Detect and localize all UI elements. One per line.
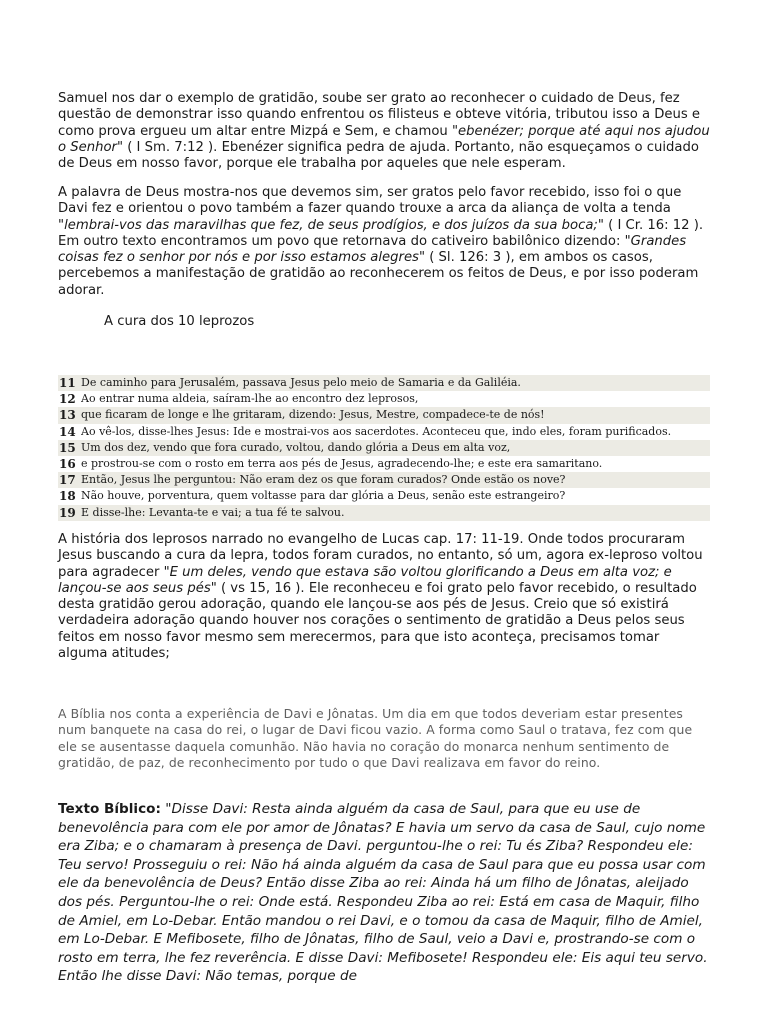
verse-number: 12	[59, 392, 76, 407]
verse-row	[58, 424, 710, 440]
biblical-text-label: Texto Bíblico:	[58, 801, 161, 817]
paragraph-text: " ( I Sm. 7:12 ). Ebenézer significa pedra de ajuda. Portanto, não esqueçamos o cuidado de Deus em nosso favor, porque ele trabalha por aqueles que nele esperam.	[58, 139, 699, 172]
verse-row	[58, 505, 710, 521]
verse-number: 15	[59, 440, 76, 455]
section-subtitle: A cura dos 10 leprozos	[104, 314, 255, 329]
verse-text: Ao vê-los, disse-lhes Jesus: Ide e mostrai-vos aos sacerdotes. Aconteceu que, indo eles, foram purificados.	[81, 424, 672, 438]
paragraph-text: Samuel nos dar o exemplo de gratidão, soube ser grato ao reconhecer o cuidado de Deus, fez questão de demonstrar isso quando enfrentou os filisteus e obteve vitória, tributou isso a Deus e como prova ergueu um altar entre Mizpá e Sem, e chamou "	[58, 91, 701, 139]
verse-number: 18	[59, 489, 76, 504]
paragraph-text: " ( vs 15, 16 ). Ele reconheceu e foi grato pelo favor recebido, o resultado desta gratidão gerou adoração, quando ele lançou-se aos pés de Jesus. Creio que só existirá verdadeira adoração quando houver nos corações o sentimento de gratidão a Deus pelos seus feitos em nosso favor mesmo sem merecermos, para que isto aconteça, precisamos tomar alguma atitudes;	[58, 580, 697, 662]
verse-text: Então, Jesus lhe perguntou: Não eram dez os que foram curados? Onde estão os nove?	[81, 473, 566, 487]
verse-number: 14	[59, 424, 76, 439]
verse-text: Ao entrar numa aldeia, saíram-lhe ao encontro dez leprosos,	[81, 392, 419, 406]
verse-number: 19	[59, 505, 76, 520]
biblical-text-paragraph	[58, 800, 710, 986]
paragraph-text: A palavra de Deus mostra-nos que devemos sim, ser gratos pelo favor recebido, isso foi o que Davi fez e orientou o povo também a fazer quando trouxe a arca da aliança de volta a tenda "	[58, 185, 682, 233]
verse-row	[58, 407, 710, 423]
verse-number: 13	[59, 408, 76, 423]
verse-text: e prostrou-se com o rosto em terra aos pés de Jesus, agradecendo-lhe; e este era samaritano.	[81, 456, 603, 470]
scripture-quote: E um deles, vendo que estava são voltou glorificando a Deus em alta voz; e lançou-se aos seus pés	[58, 564, 672, 596]
verse-number: 16	[59, 456, 76, 471]
paragraph-text: A história dos leprosos narrado no evangelho de Lucas cap. 17: 11-19. Onde todos procuraram Jesus buscando a cura da lepra, todos foram curados, no entanto, só um, agora ex-leproso voltou para agradecer "	[58, 532, 703, 580]
verse-text: De caminho para Jerusalém, passava Jesus pelo meio de Samaria e da Galiléia.	[81, 376, 521, 389]
verse-text: que ficaram de longe e lhe gritaram, dizendo: Jesus, Mestre, compadece-te de nós!	[81, 408, 545, 422]
lepers-paragraph	[58, 532, 710, 662]
verse-text: E disse-lhe: Levanta-te e vai; a tua fé te salvou.	[81, 505, 345, 519]
verse-row	[58, 375, 710, 391]
verse-number: 11	[59, 376, 76, 390]
intro-paragraph-samuel	[58, 91, 710, 172]
verse-row	[58, 472, 710, 488]
intro-paragraph-davi	[58, 185, 710, 299]
verse-row	[58, 440, 710, 456]
paragraph-text: " ( I Cr. 16: 12 ). Em outro texto encontramos um povo que retornava do cativeiro babilônico dizendo: "	[58, 217, 704, 249]
scripture-quote: Grandes coisas fez o senhor por nós e por isso estamos alegres	[58, 233, 687, 266]
verse-row	[58, 391, 710, 407]
verse-row	[58, 456, 710, 472]
verse-row	[58, 488, 710, 504]
biblical-text-quote: "Disse Davi: Resta ainda alguém da casa de Saul, para que eu use de benevolência para com ele por amor de Jônatas? E havia um servo da casa de Saul, cujo nome era Ziba; e o chamaram à presença de Davi. perguntou-lhe o rei: Tu és Ziba? Respondeu ele: Teu servo! Prosseguiu o rei: Não há ainda alguém da casa de Saul para que eu possa usar com ele da benevolência de Deus? Então disse Ziba ao rei: Ainda há um filho de Jônatas, aleijado dos pés. Perguntou-lhe o rei: Onde está. Respondeu Ziba ao rei: Está em casa de Maquir, filho de Amiel, em Lo-Debar. Então mandou o rei Davi, e o tomou da casa de Maquir, filho de Amiel, em Lo-Debar. E Mefibosete, filho de Jônatas, filho de Saul, veio a Davi e, prostrando-se com o rosto em terra, lhe fez reverência. E disse Davi: Mefibosete! Respondeu ele: Eis aqui teu servo. Então lhe disse Davi: Não temas, porque de	[58, 801, 708, 985]
paragraph-text: " ( Sl. 126: 3 ), em ambos os casos, percebemos a manifestação de gratidão ao reconhecerem os feitos de Deus, e por isso poderam adorar.	[58, 250, 699, 298]
verse-text: Um dos dez, vendo que fora curado, voltou, dando glória a Deus em alta voz,	[81, 440, 511, 454]
scripture-quote: lembrai-vos das maravilhas que fez, de seus prodígios, e dos juízos da sua boca;	[64, 217, 598, 233]
verse-number: 17	[59, 473, 76, 488]
verse-text: Não houve, porventura, quem voltasse para dar glória a Deus, senão este estrangeiro?	[81, 489, 566, 503]
verse-table	[58, 375, 710, 521]
scripture-quote: ebenézer; porque até aqui nos ajudou o Senhor	[58, 123, 710, 155]
davi-jonatas-paragraph: A Bíblia nos conta a experiência de Davi e Jônatas. Um dia em que todos deveriam estar presentes num banquete na casa do rei, o lugar de Davi ficou vazio. A forma como Saul o tratava, fez com que ele se ausentasse daquela comunhão. Não havia no coração do monarca nenhum sentimento de gratidão, de paz, de reconhecimento por tudo o que Davi realizava em favor do reino.	[58, 706, 693, 770]
